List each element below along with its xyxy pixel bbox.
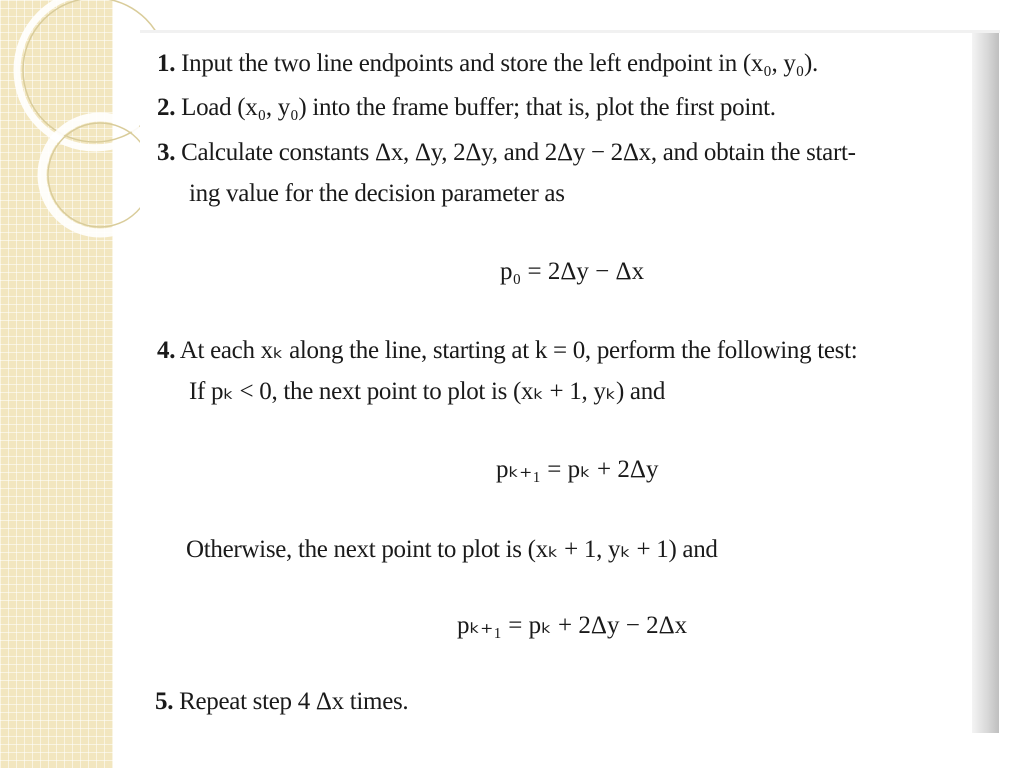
- step-text: Input the two line endpoints and store the left endpoint in (x₀, y₀).: [181, 50, 818, 77]
- step-number: 5.: [155, 688, 174, 715]
- scan-right-shadow: [972, 33, 999, 733]
- equation-p0: p₀ = 2Δy − Δx: [500, 258, 645, 285]
- step-4-continued: If pₖ < 0, the next point to plot is (xₖ + 1, yₖ) and: [189, 378, 666, 405]
- step-number: 1.: [157, 50, 176, 77]
- step-text: Repeat step 4 Δx times.: [179, 688, 409, 715]
- step-3-continued: ing value for the decision parameter as: [189, 180, 565, 207]
- step-5: [155, 688, 408, 716]
- step-number: 4.: [157, 337, 176, 364]
- step-4: [157, 335, 857, 365]
- step-3: [157, 139, 856, 167]
- equation-pk1-case1: pₖ₊₁ = pₖ + 2Δy: [496, 456, 659, 483]
- decorative-rings-icon: [0, 0, 160, 260]
- step-number: 3.: [157, 139, 176, 166]
- step-1: [157, 50, 818, 78]
- step-text: At each xₖ along the line, starting at k = 0, perform the following test:: [179, 337, 858, 364]
- step-text: Load (x₀, y₀) into the frame buffer; that is, plot the first point.: [181, 94, 776, 121]
- equation-pk1-case2: pₖ₊₁ = pₖ + 2Δy − 2Δx: [457, 612, 688, 639]
- otherwise-text: Otherwise, the next point to plot is (xₖ + 1, yₖ + 1) and: [186, 536, 718, 563]
- step-text: Calculate constants Δx, Δy, 2Δy, and 2Δy − 2Δx, and obtain the start-: [181, 139, 856, 166]
- step-number: 2.: [157, 94, 176, 121]
- step-2: [157, 94, 776, 122]
